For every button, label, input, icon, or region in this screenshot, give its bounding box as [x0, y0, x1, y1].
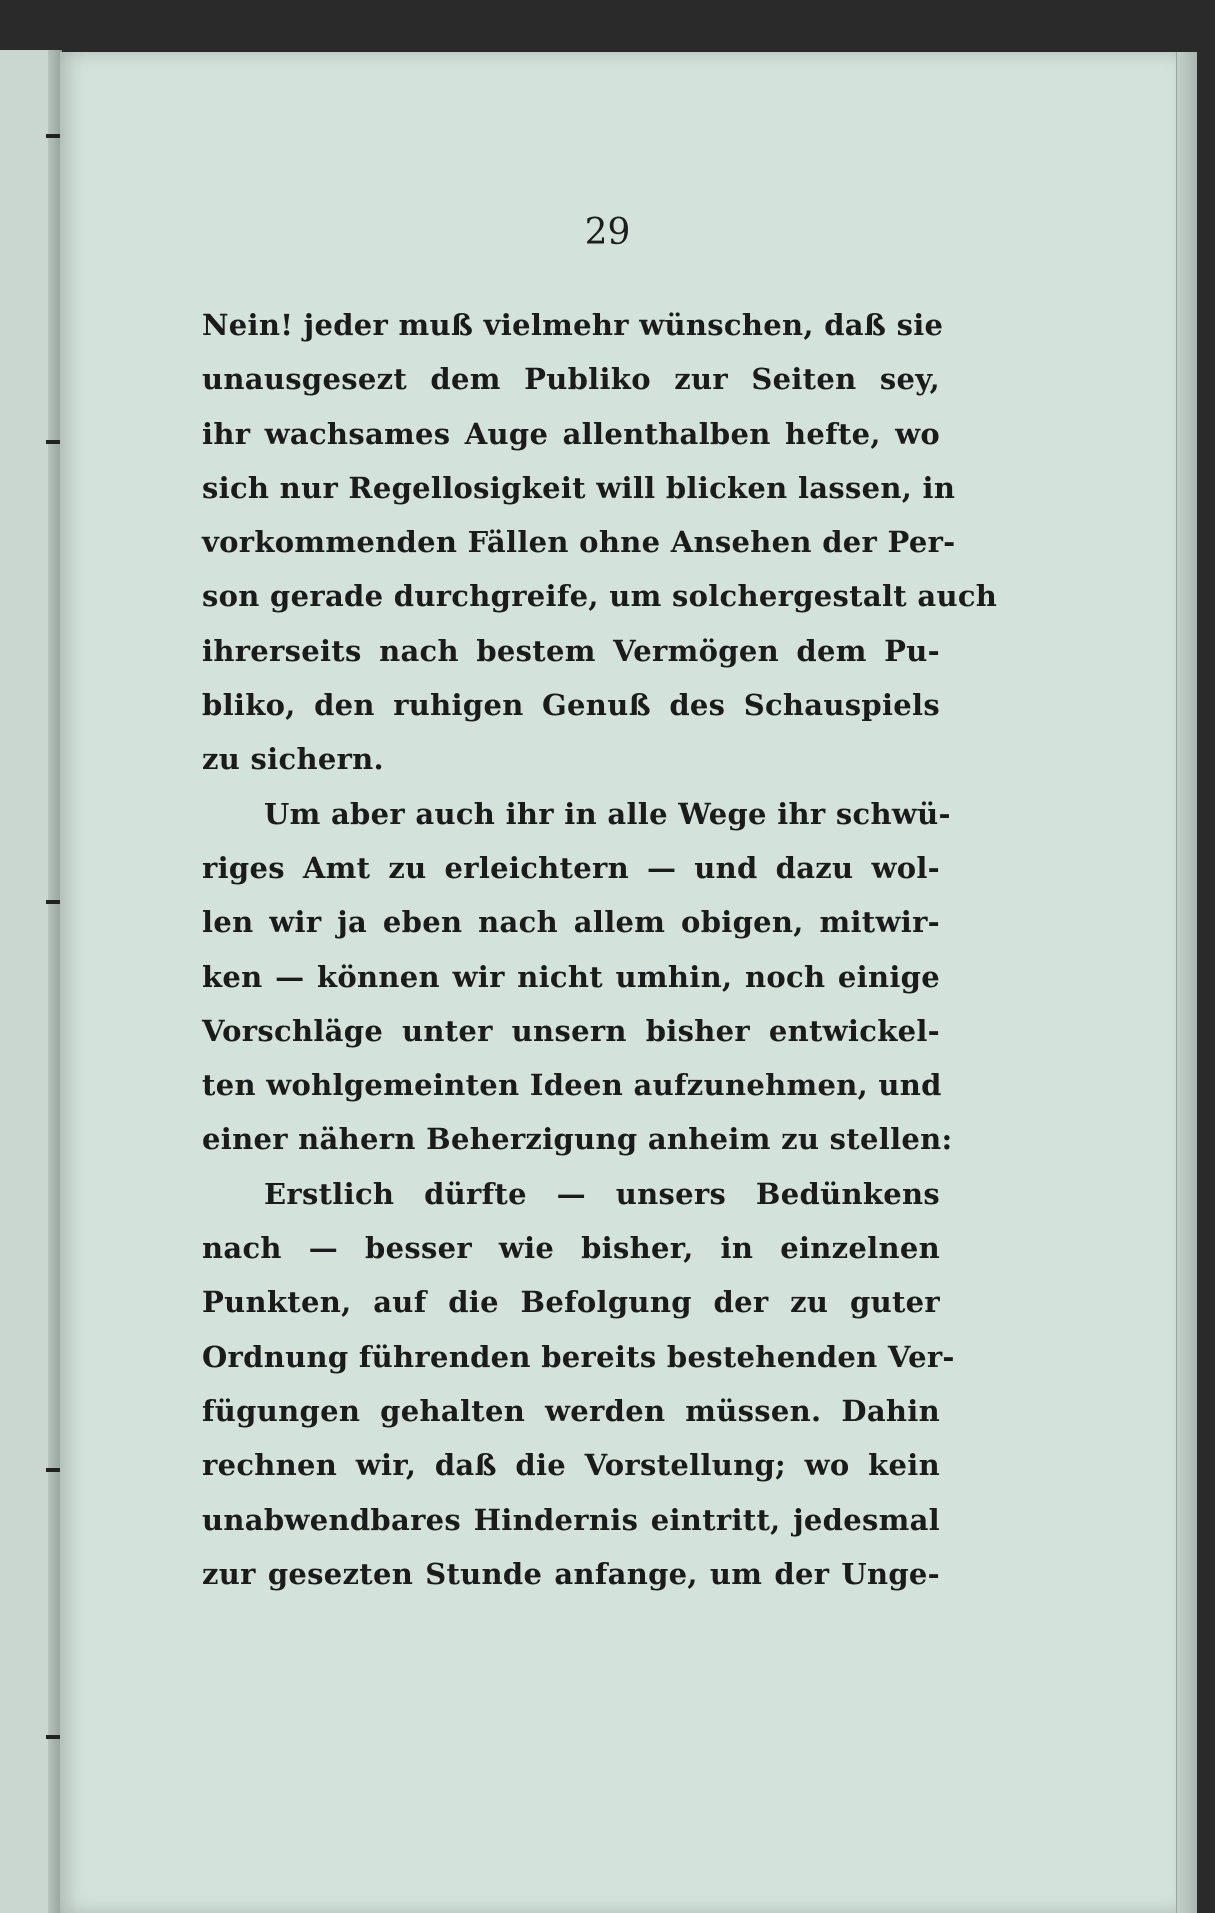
- page-number: 29: [584, 212, 631, 253]
- page-stack-edge: [1176, 52, 1197, 1913]
- text-line: Nein! jeder muß vielmehr wünschen, daß sie: [202, 308, 944, 342]
- text-line: Punkten, auf die Befolgung der zu guter: [202, 1285, 940, 1320]
- text-line: ten wohlgemeinten Ideen aufzunehmen, und: [202, 1068, 942, 1103]
- binding-stitch-mark: [46, 134, 60, 138]
- body-text: [202, 298, 998, 1601]
- text-line: riges Amt zu erleichtern — und dazu wol-: [202, 850, 940, 885]
- binding-stitch-mark: [46, 440, 60, 444]
- text-line: Ordnung führenden bereits bestehenden Ver-: [202, 1339, 955, 1374]
- binding-stitch-mark: [46, 1468, 60, 1472]
- text-line: ken — können wir nicht umhin, noch einige: [202, 959, 940, 994]
- binding-stitch-mark: [46, 1735, 60, 1739]
- text-line: sich nur Regellosigkeit will blicken lassen, in: [202, 470, 956, 505]
- left-page-edge: [0, 50, 62, 1913]
- text-line: einer nähern Beherzigung anheim zu stellen:: [202, 1122, 953, 1157]
- text-line: zur gesezten Stunde anfange, um der Unge-: [202, 1556, 940, 1591]
- text-line: Vorschläge unter unsern bisher entwickel-: [202, 1013, 940, 1048]
- text-line: ihr wachsames Auge allenthalben hefte, wo: [202, 416, 940, 451]
- text-line: Um aber auch ihr in alle Wege ihr schwü-: [264, 796, 951, 831]
- text-line: fügungen gehalten werden müssen. Dahin: [202, 1393, 940, 1428]
- binding-stitch-mark: [46, 900, 60, 904]
- text-line: bliko, den ruhigen Genuß des Schauspiels: [202, 688, 940, 723]
- text-line: vorkommenden Fällen ohne Ansehen der Per-: [202, 525, 956, 560]
- text-line: rechnen wir, daß die Vorstellung; wo kein: [202, 1448, 940, 1483]
- text-line: zu sichern.: [202, 742, 384, 777]
- text-line: nach — besser wie bisher, in einzelnen: [202, 1231, 940, 1266]
- text-line: Erstlich dürfte — unsers Bedünkens: [264, 1176, 940, 1211]
- text-line: ihrerseits nach bestem Vermögen dem Pu-: [202, 633, 940, 668]
- text-line: unabwendbares Hindernis eintritt, jedesmal: [202, 1502, 940, 1537]
- book-spine: [48, 50, 60, 1913]
- text-line: son gerade durchgreife, um solchergestalt auch: [202, 579, 998, 614]
- text-line: len wir ja eben nach allem obigen, mitwir-: [202, 905, 940, 940]
- text-line: unausgesezt dem Publiko zur Seiten sey,: [202, 362, 940, 397]
